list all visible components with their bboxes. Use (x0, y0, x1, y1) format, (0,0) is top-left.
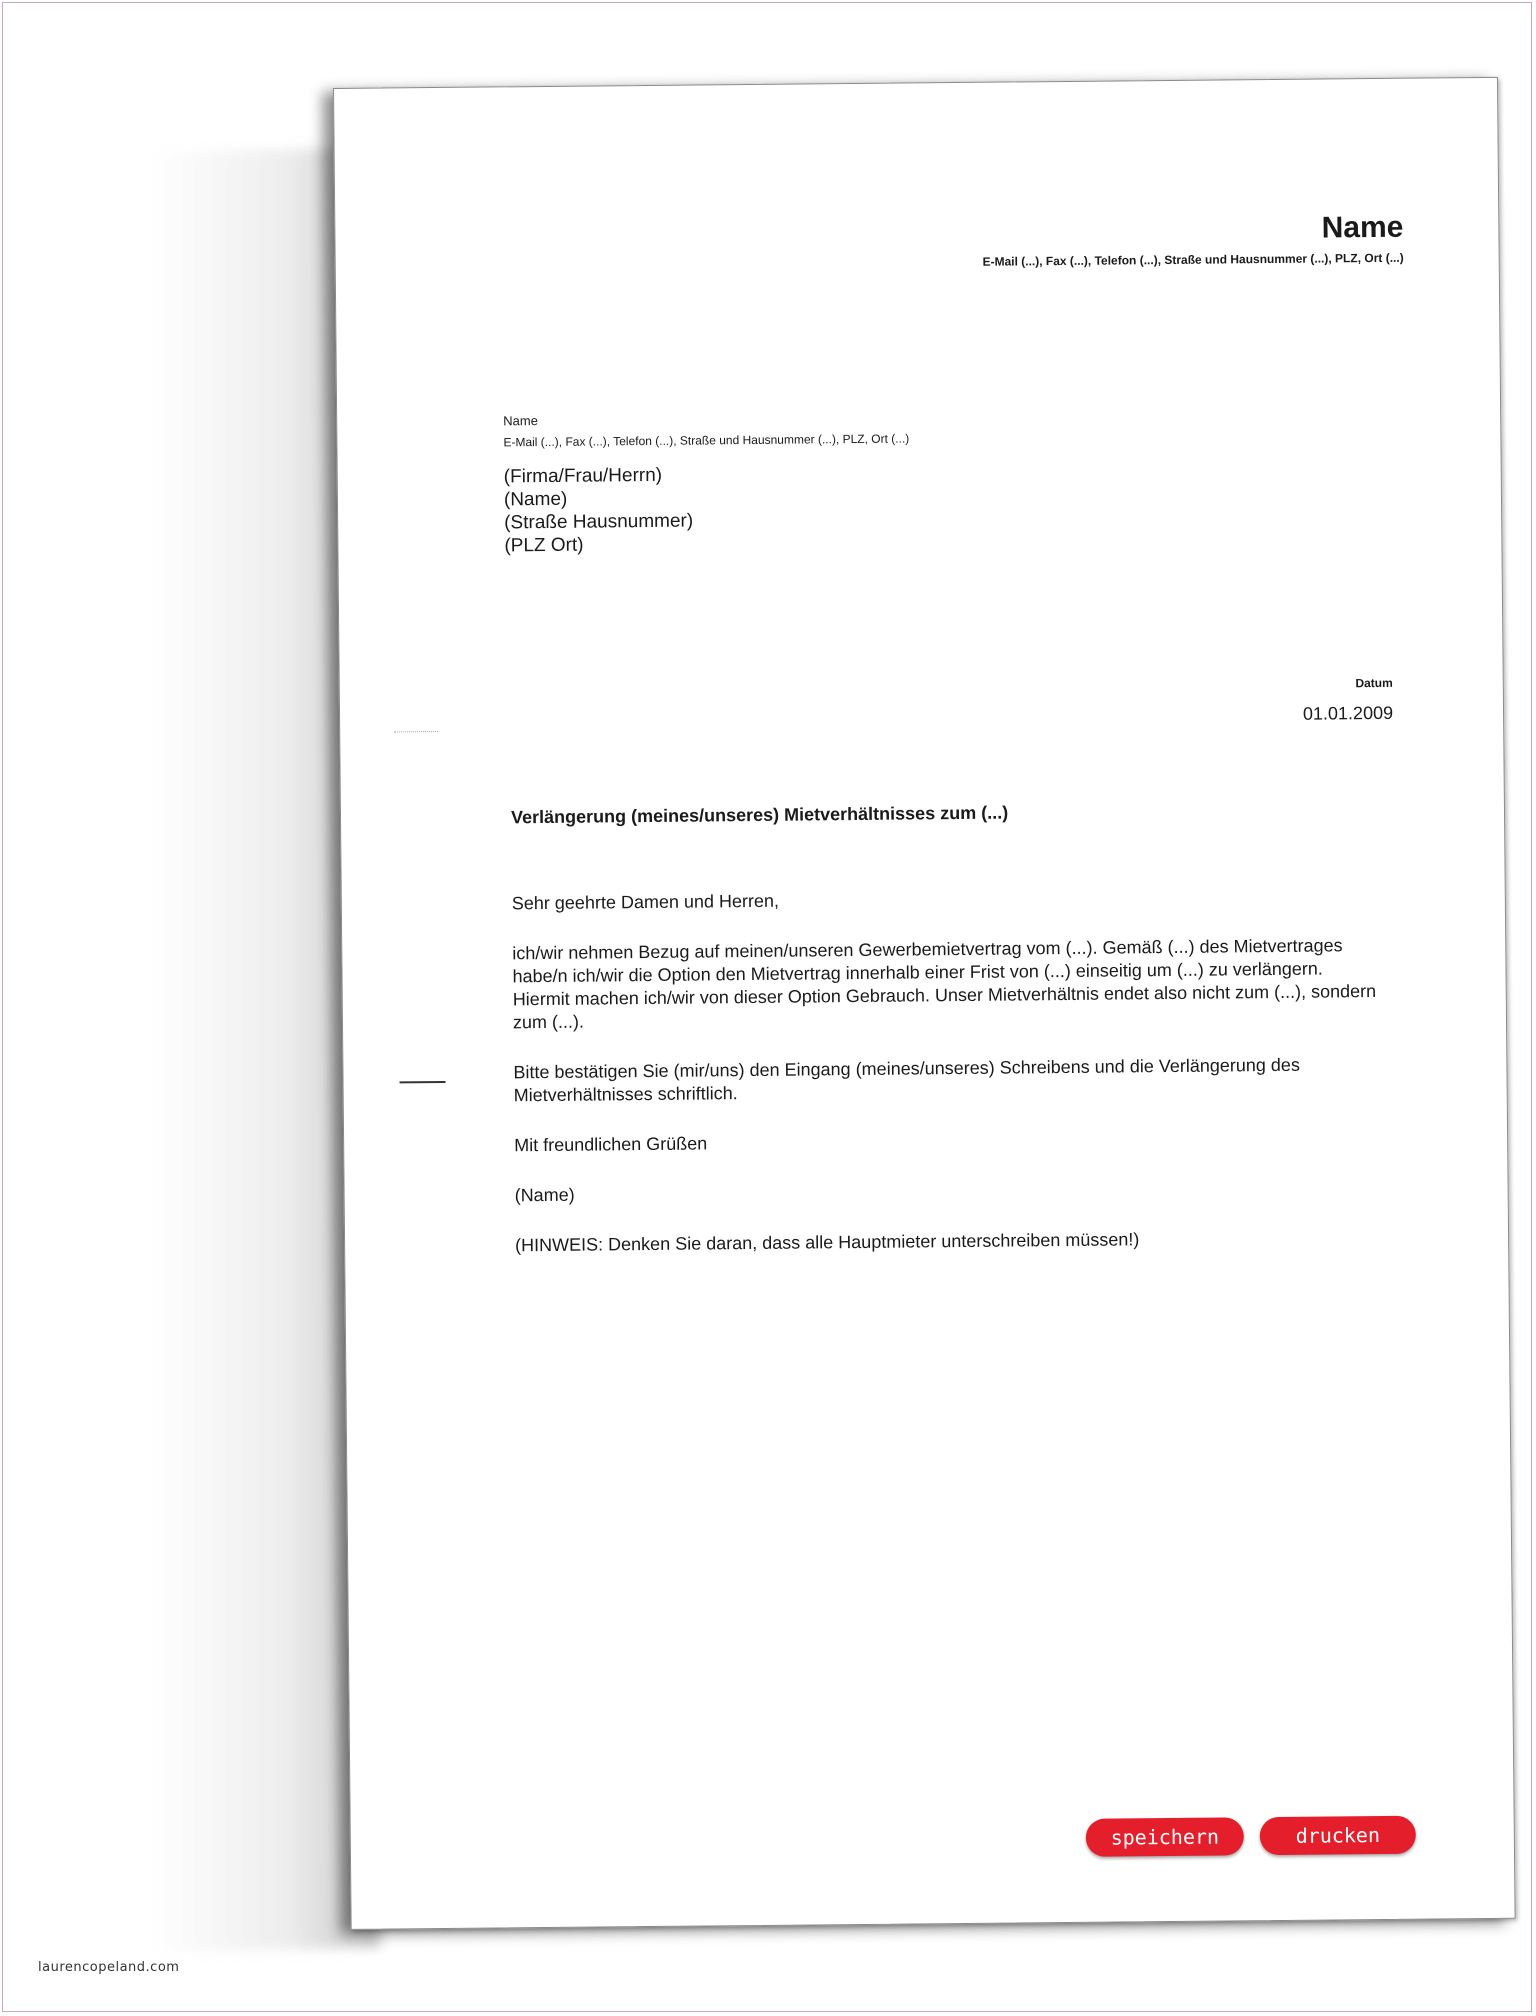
recipient-line: (Name) (503, 488, 568, 511)
dotted-mark (394, 731, 438, 732)
recipient-address (504, 464, 694, 558)
signature-placeholder: (Name) (514, 1184, 575, 1206)
hint-text: (HINWEIS: Denken Sie daran, dass alle Hauptmieter unterschreiben müssen!) (515, 1229, 1140, 1256)
return-address-name: Name (503, 413, 538, 429)
document-page (333, 77, 1516, 1930)
letter-subject: Verlängerung (meines/unseres) Mietverhältnisses zum (...) (510, 802, 1009, 828)
print-button[interactable]: drucken (1260, 1816, 1416, 1855)
recipient-line: (PLZ Ort) (504, 534, 584, 557)
paragraph: Bitte bestätigen Sie (mir/uns) den Eingang (meines/unseres) Schreibens und die Verlängerung des Mietverhältnisses schriftlich. (513, 1054, 1300, 1106)
return-address-contact: E-Mail (...), Fax (...), Telefon (...), Straße und Hausnummer (...), PLZ, Ort (...) (503, 431, 910, 450)
paragraph: ich/wir nehmen Bezug auf meinen/unseren Gewerbemietvertrag vom (...). Gemäß (...) des Mietvertrages habe/n ich/wir die Option den Mietvertrag innerhalb einer Frist von (...) einseitig um (...) zu verlängern. Hiermit machen ich/wir von dieser Option Gebrauch. Unser Mietverhältnis endet also nicht zum (...), sondern zum (...). (512, 935, 1377, 1033)
sender-contact: E-Mail (...), Fax (...), Telefon (...), Straße und Hausnummer (...), PLZ, Ort (...) (982, 250, 1404, 269)
date-label: Datum (1355, 675, 1393, 691)
sender-name: Name (1321, 210, 1404, 245)
watermark: laurencopeland.com (38, 1960, 180, 1975)
salutation: Sehr geehrte Damen und Herren, (511, 890, 780, 914)
fold-mark (400, 1081, 446, 1083)
recipient-line: (Firma/Frau/Herrn) (503, 464, 663, 488)
date-value: 01.01.2009 (1302, 702, 1394, 724)
letter-body (512, 884, 1386, 1284)
save-button[interactable]: speichern (1086, 1817, 1244, 1857)
recipient-line: (Straße Hausnummer) (504, 510, 694, 534)
closing: Mit freundlichen Grüßen (514, 1133, 708, 1156)
